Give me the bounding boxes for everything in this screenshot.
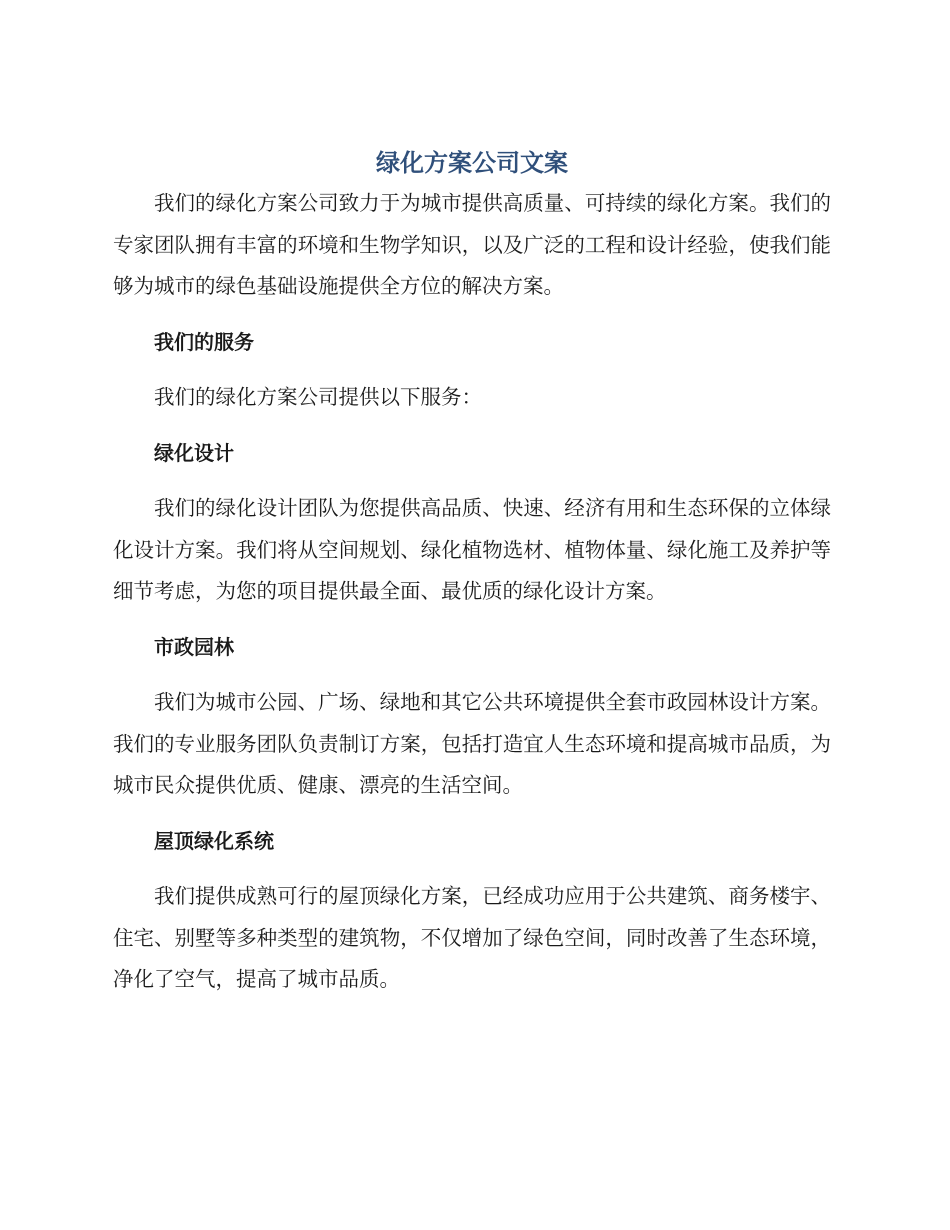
section-heading-roof-greening: 屋顶绿化系统	[154, 828, 274, 853]
section-body-roof-greening: 我们提供成熟可行的屋顶绿化方案，已经成功应用于公共建筑、商务楼宇、住宅、别墅等多种类型的建筑物，不仅增加了绿色空间，同时改善了生态环境，净化了空气，提高了城市品质。	[113, 884, 831, 991]
spacer	[113, 613, 831, 627]
section-heading-landscape-design: 绿化设计	[154, 440, 234, 465]
spacer	[113, 862, 831, 876]
section-body-landscape-design: 我们的绿化设计团队为您提供高品质、快速、经济有用和生态环保的立体绿化设计方案。我们将从空间规划、绿化植物选材、植物体量、绿化施工及养护等细节考虑，为您的项目提供最全面、最优质的绿化设计方案。	[113, 496, 831, 603]
spacer	[113, 363, 831, 377]
spacer	[113, 419, 831, 433]
section-heading-municipal-gardens: 市政园林	[154, 634, 234, 659]
spacer	[113, 308, 831, 322]
spacer	[113, 807, 831, 821]
spacer	[113, 474, 831, 488]
intro-paragraph: 我们的绿化方案公司致力于为城市提供高质量、可持续的绿化方案。我们的专家团队拥有丰富的环境和生物学知识，以及广泛的工程和设计经验，使我们能够为城市的绿色基础设施提供全方位的解决方案。	[113, 191, 831, 298]
document-title: 绿化方案公司文案	[376, 149, 568, 177]
section-body-municipal-gardens: 我们为城市公园、广场、绿地和其它公共环境提供全套市政园林设计方案。我们的专业服务团队负责制订方案，包括打造宜人生态环境和提高城市品质，为城市民众提供优质、健康、漂亮的生活空间。	[113, 690, 831, 797]
document-page	[113, 143, 831, 1001]
services-heading: 我们的服务	[154, 329, 254, 354]
services-intro-paragraph: 我们的绿化方案公司提供以下服务：	[154, 385, 482, 409]
spacer	[113, 668, 831, 682]
